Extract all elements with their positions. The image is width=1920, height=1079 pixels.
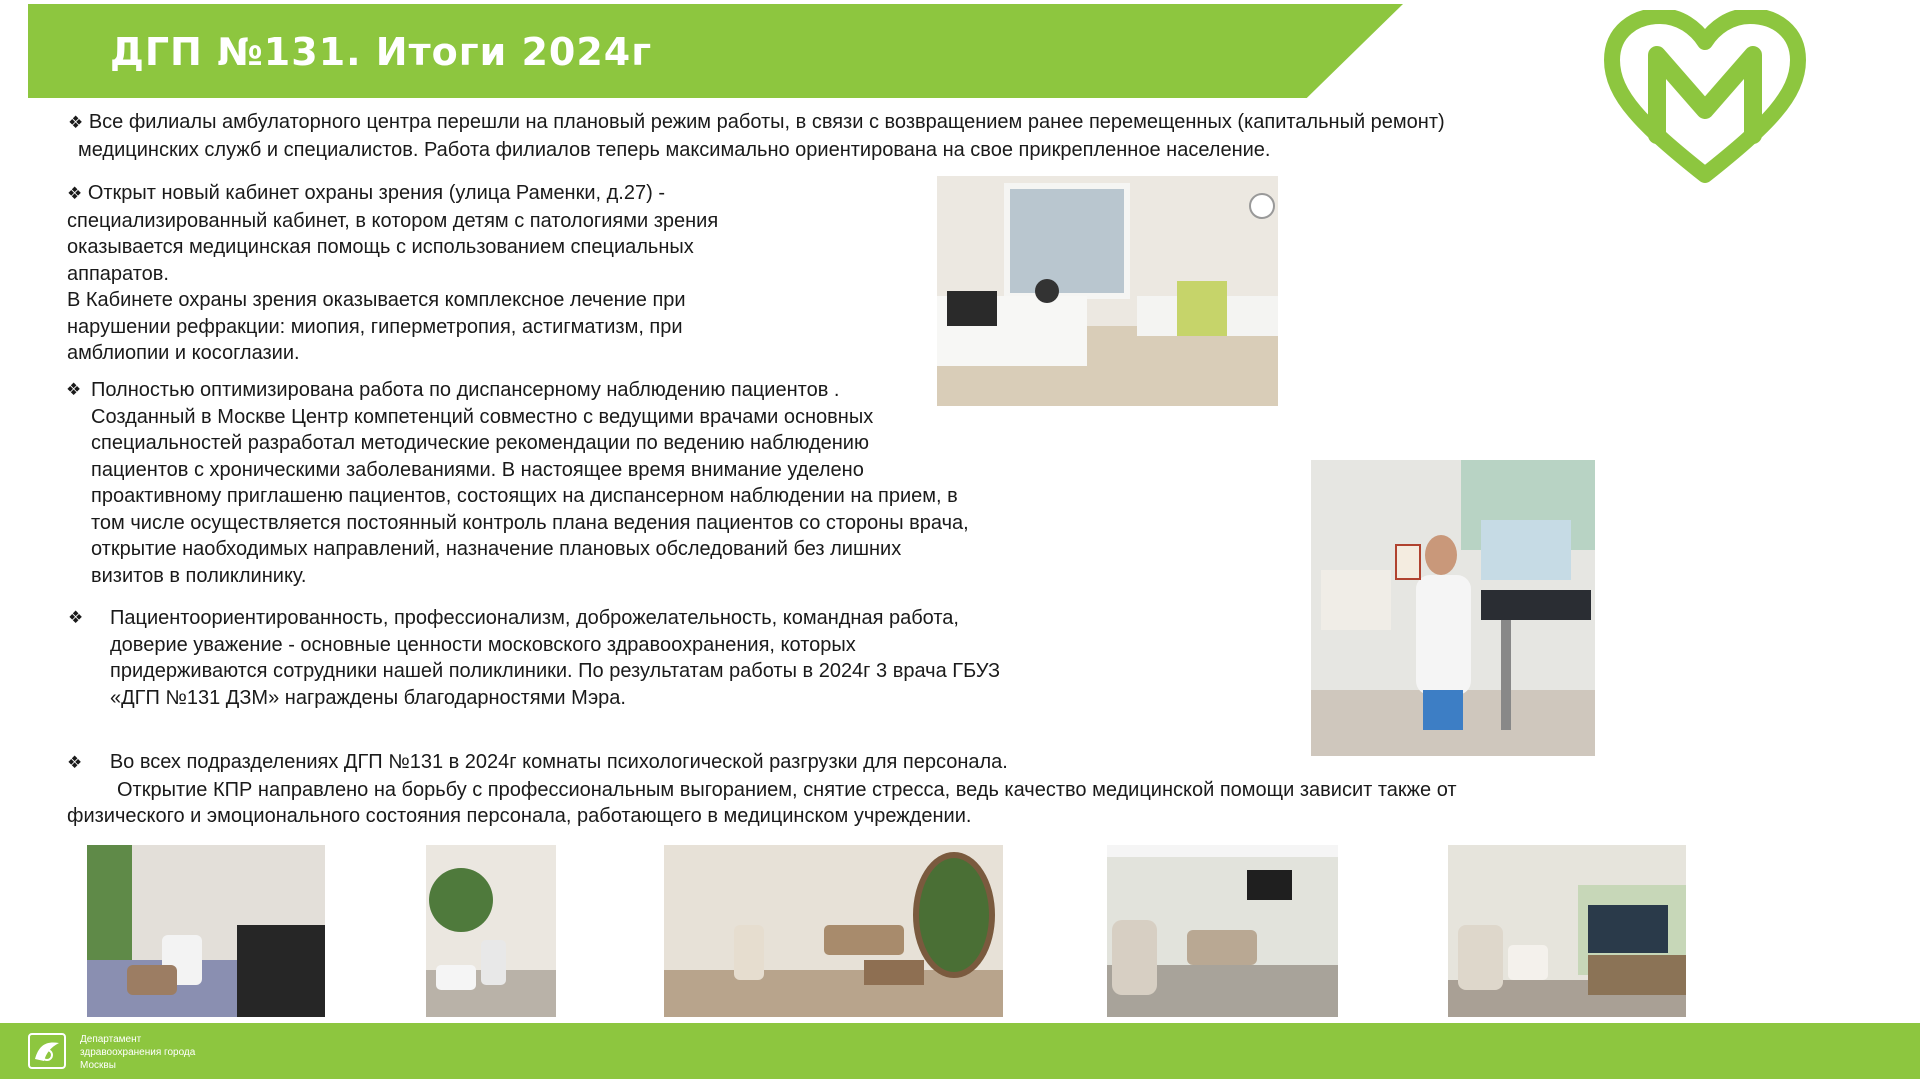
section-2-line-4: аппаратов. bbox=[67, 262, 169, 285]
footer-line-1: Департамент bbox=[80, 1034, 142, 1045]
section-2-line-3: оказывается медицинская помощь с использованием специальных bbox=[67, 236, 694, 258]
bullet-icon: ❖ bbox=[68, 113, 84, 132]
bullet-icon: ❖ bbox=[67, 184, 83, 203]
footer-line-3: Москвы bbox=[80, 1060, 116, 1071]
heart-m-logo-icon bbox=[1602, 10, 1808, 190]
section-3-line-8: визитов в поликлинику. bbox=[91, 564, 307, 587]
bullet-icon: ❖ bbox=[68, 608, 84, 627]
photo-relax-room-2 bbox=[426, 845, 556, 1017]
section-1-line-1: Все филиалы амбулаторного центра перешли на плановый режим работы, в связи с возвращением ранее перемещенных (капитальный ремонт) bbox=[88, 111, 1445, 133]
page-title: ДГП №131. Итоги 2024г bbox=[110, 30, 653, 74]
section-3-line-1: Полностью оптимизирована работа по диспансерному наблюдению пациентов . bbox=[91, 379, 840, 401]
section-3-line-2: Созданный в Москве Центр компетенций совместно с ведущими врачами основных bbox=[91, 405, 874, 428]
moscow-health-emblem-icon bbox=[28, 1033, 66, 1069]
section-4 bbox=[68, 605, 1138, 711]
section-5-line-2: Открытие КПР направлено на борьбу с профессиональным выгоранием, снятие стресса, ведь качество медицинской помощи зависит также от bbox=[117, 778, 1457, 801]
photo-relax-room-1 bbox=[87, 845, 325, 1017]
section-4-line-2: доверие уважение - основные ценности московского здравоохранения, которых bbox=[110, 633, 856, 656]
section-2-line-6: нарушении рефракции: миопия, гиперметропия, астигматизм, при bbox=[67, 315, 683, 338]
section-2-line-5: В Кабинете охраны зрения оказывается комплексное лечение при bbox=[67, 289, 686, 311]
section-2-line-7: амблиопии и косоглазии. bbox=[67, 342, 300, 364]
photo-relax-room-3 bbox=[664, 845, 1003, 1017]
section-3-line-5: проактивному приглашеню пациентов, состоящих на диспансерном наблюдении на прием, в bbox=[91, 485, 958, 507]
section-5-line-1: Во всех подразделениях ДГП №131 в 2024г комнаты психологической разгрузки для персонала. bbox=[109, 751, 1008, 773]
photo-relax-room-4 bbox=[1107, 845, 1338, 1017]
section-2 bbox=[67, 180, 927, 367]
section-3-line-4: пациентов с хроническими заболеваниями. В настоящее время внимание уделено bbox=[91, 458, 864, 481]
section-3-line-6: том числе осуществляется постоянный контроль плана ведения пациентов со стороны врача, bbox=[91, 511, 969, 534]
section-3 bbox=[66, 377, 1116, 589]
footer-line-2: здравоохранения города bbox=[80, 1047, 196, 1058]
section-2-line-1: Открыт новый кабинет охраны зрения (улица Раменки, д.27) - bbox=[87, 182, 665, 204]
footer-bar bbox=[0, 1023, 1920, 1079]
section-4-line-1: Пациентоориентированность, профессионализм, доброжелательность, командная работа, bbox=[110, 607, 959, 629]
section-1-line-2: медицинских служб и специалистов. Работа филиалов теперь максимально ориентирована на свое прикрепленное население. bbox=[78, 138, 1271, 161]
section-1 bbox=[68, 109, 1628, 163]
section-4-line-3: придерживаются сотрудники нашей поликлиники. По результатам работы в 2024г 3 врача ГБУЗ bbox=[110, 660, 1001, 682]
bullet-icon: ❖ bbox=[67, 753, 83, 772]
section-5 bbox=[67, 749, 1707, 830]
photo-doctor-award bbox=[1311, 460, 1595, 756]
footer-department-text bbox=[80, 1033, 230, 1072]
section-3-line-3: специальностей разработал методические рекомендации по ведению наблюдению bbox=[91, 432, 869, 454]
section-4-line-4: «ДГП №131 ДЗМ» награждены благодарностями Мэра. bbox=[110, 686, 626, 709]
section-2-line-2: специализированный кабинет, в котором детям с патологиями зрения bbox=[67, 209, 719, 232]
photo-vision-room bbox=[937, 176, 1278, 406]
photo-relax-room-5 bbox=[1448, 845, 1686, 1017]
section-5-line-3: физического и эмоционального состояния персонала, работающего в медицинском учреждении. bbox=[67, 805, 972, 827]
bullet-icon: ❖ bbox=[66, 380, 82, 399]
section-3-line-7: открытие наобходимых направлений, назначение плановых обследований без лишних bbox=[91, 538, 902, 560]
